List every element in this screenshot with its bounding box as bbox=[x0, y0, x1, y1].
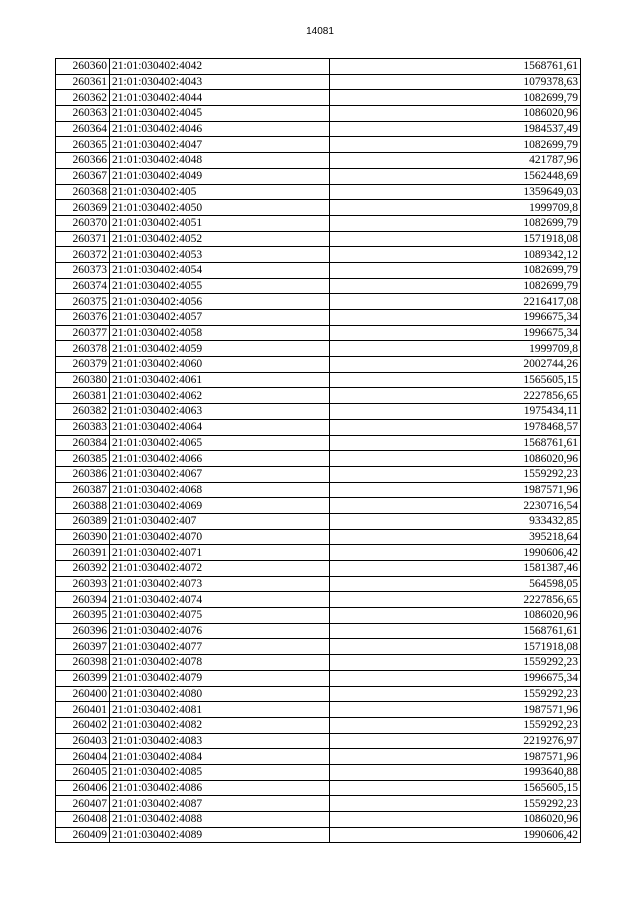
row-number-cell: 260374 bbox=[56, 278, 110, 294]
table-row bbox=[56, 717, 581, 733]
cadastral-number-cell: 21:01:030402:4084 bbox=[110, 749, 330, 765]
cadastral-value-cell: 1082699,79 bbox=[330, 278, 581, 294]
table-row bbox=[56, 231, 581, 247]
cadastral-value-cell: 1359649,03 bbox=[330, 184, 581, 200]
row-number-cell: 260403 bbox=[56, 733, 110, 749]
table-row bbox=[56, 686, 581, 702]
cadastral-number-cell: 21:01:030402:4088 bbox=[110, 812, 330, 828]
table-row bbox=[56, 310, 581, 326]
row-number-cell: 260385 bbox=[56, 451, 110, 467]
cadastral-number-cell: 21:01:030402:4059 bbox=[110, 341, 330, 357]
row-number-cell: 260363 bbox=[56, 106, 110, 122]
row-number-cell: 260360 bbox=[56, 59, 110, 75]
row-number-cell: 260387 bbox=[56, 482, 110, 498]
table-row bbox=[56, 435, 581, 451]
cadastral-number-cell: 21:01:030402:4049 bbox=[110, 168, 330, 184]
row-number-cell: 260371 bbox=[56, 231, 110, 247]
cadastral-number-cell: 21:01:030402:4068 bbox=[110, 482, 330, 498]
cadastral-number-cell: 21:01:030402:4042 bbox=[110, 59, 330, 75]
row-number-cell: 260390 bbox=[56, 529, 110, 545]
cadastral-number-cell: 21:01:030402:4065 bbox=[110, 435, 330, 451]
cadastral-number-cell: 21:01:030402:407 bbox=[110, 513, 330, 529]
table-row bbox=[56, 655, 581, 671]
cadastral-value-cell: 1086020,96 bbox=[330, 106, 581, 122]
table-row bbox=[56, 106, 581, 122]
table-row bbox=[56, 466, 581, 482]
row-number-cell: 260396 bbox=[56, 623, 110, 639]
cadastral-number-cell: 21:01:030402:4077 bbox=[110, 639, 330, 655]
cadastral-number-cell: 21:01:030402:4083 bbox=[110, 733, 330, 749]
cadastral-number-cell: 21:01:030402:4071 bbox=[110, 545, 330, 561]
table-row bbox=[56, 702, 581, 718]
page-number: 14081 bbox=[306, 26, 334, 37]
table-row bbox=[56, 121, 581, 137]
table-row bbox=[56, 608, 581, 624]
row-number-cell: 260394 bbox=[56, 592, 110, 608]
table-row bbox=[56, 325, 581, 341]
cadastral-number-cell: 21:01:030402:4051 bbox=[110, 215, 330, 231]
table-row bbox=[56, 670, 581, 686]
row-number-cell: 260365 bbox=[56, 137, 110, 153]
row-number-cell: 260376 bbox=[56, 310, 110, 326]
cadastral-number-cell: 21:01:030402:4067 bbox=[110, 466, 330, 482]
cadastral-number-cell: 21:01:030402:4062 bbox=[110, 388, 330, 404]
cadastral-value-cell: 1978468,57 bbox=[330, 419, 581, 435]
cadastral-value-cell: 1984537,49 bbox=[330, 121, 581, 137]
cadastral-number-cell: 21:01:030402:4069 bbox=[110, 498, 330, 514]
cadastral-number-cell: 21:01:030402:4057 bbox=[110, 310, 330, 326]
row-number-cell: 260383 bbox=[56, 419, 110, 435]
table-row bbox=[56, 513, 581, 529]
cadastral-number-cell: 21:01:030402:4048 bbox=[110, 153, 330, 169]
table-row bbox=[56, 200, 581, 216]
cadastral-number-cell: 21:01:030402:405 bbox=[110, 184, 330, 200]
table-row bbox=[56, 74, 581, 90]
row-number-cell: 260404 bbox=[56, 749, 110, 765]
table-row bbox=[56, 764, 581, 780]
cadastral-value-cell: 1562448,69 bbox=[330, 168, 581, 184]
cadastral-value-cell: 1568761,61 bbox=[330, 59, 581, 75]
table-row bbox=[56, 749, 581, 765]
cadastral-value-cell: 1996675,34 bbox=[330, 670, 581, 686]
cadastral-number-cell: 21:01:030402:4058 bbox=[110, 325, 330, 341]
cadastral-value-cell: 1559292,23 bbox=[330, 686, 581, 702]
row-number-cell: 260407 bbox=[56, 796, 110, 812]
table-row bbox=[56, 498, 581, 514]
cadastral-value-cell: 1571918,08 bbox=[330, 231, 581, 247]
cadastral-value-cell: 1559292,23 bbox=[330, 466, 581, 482]
cadastral-number-cell: 21:01:030402:4081 bbox=[110, 702, 330, 718]
row-number-cell: 260382 bbox=[56, 404, 110, 420]
table-row bbox=[56, 184, 581, 200]
cadastral-number-cell: 21:01:030402:4044 bbox=[110, 90, 330, 106]
cadastral-value-cell: 1082699,79 bbox=[330, 137, 581, 153]
row-number-cell: 260364 bbox=[56, 121, 110, 137]
table-row bbox=[56, 545, 581, 561]
cadastral-value-cell: 1089342,12 bbox=[330, 247, 581, 263]
cadastral-number-cell: 21:01:030402:4074 bbox=[110, 592, 330, 608]
cadastral-value-cell: 395218,64 bbox=[330, 529, 581, 545]
table-row bbox=[56, 561, 581, 577]
table-row bbox=[56, 451, 581, 467]
cadastral-value-cell: 1996675,34 bbox=[330, 325, 581, 341]
cadastral-number-cell: 21:01:030402:4047 bbox=[110, 137, 330, 153]
row-number-cell: 260391 bbox=[56, 545, 110, 561]
cadastral-value-cell: 2002744,26 bbox=[330, 357, 581, 373]
row-number-cell: 260375 bbox=[56, 294, 110, 310]
registry-table bbox=[55, 58, 581, 843]
cadastral-value-cell: 2230716,54 bbox=[330, 498, 581, 514]
cadastral-value-cell: 1999709,8 bbox=[330, 341, 581, 357]
cadastral-number-cell: 21:01:030402:4079 bbox=[110, 670, 330, 686]
row-number-cell: 260402 bbox=[56, 717, 110, 733]
cadastral-number-cell: 21:01:030402:4085 bbox=[110, 764, 330, 780]
cadastral-value-cell: 1581387,46 bbox=[330, 561, 581, 577]
cadastral-value-cell: 1079378,63 bbox=[330, 74, 581, 90]
cadastral-value-cell: 933432,85 bbox=[330, 513, 581, 529]
cadastral-number-cell: 21:01:030402:4073 bbox=[110, 576, 330, 592]
cadastral-number-cell: 21:01:030402:4043 bbox=[110, 74, 330, 90]
row-number-cell: 260384 bbox=[56, 435, 110, 451]
table-row bbox=[56, 639, 581, 655]
row-number-cell: 260389 bbox=[56, 513, 110, 529]
row-number-cell: 260399 bbox=[56, 670, 110, 686]
cadastral-value-cell: 1987571,96 bbox=[330, 749, 581, 765]
table-row bbox=[56, 388, 581, 404]
cadastral-value-cell: 1987571,96 bbox=[330, 702, 581, 718]
table-row bbox=[56, 278, 581, 294]
row-number-cell: 260400 bbox=[56, 686, 110, 702]
row-number-cell: 260368 bbox=[56, 184, 110, 200]
table-row bbox=[56, 827, 581, 843]
table-row bbox=[56, 294, 581, 310]
cadastral-value-cell: 1086020,96 bbox=[330, 812, 581, 828]
table-row bbox=[56, 623, 581, 639]
table-row bbox=[56, 90, 581, 106]
row-number-cell: 260398 bbox=[56, 655, 110, 671]
cadastral-number-cell: 21:01:030402:4052 bbox=[110, 231, 330, 247]
cadastral-number-cell: 21:01:030402:4078 bbox=[110, 655, 330, 671]
cadastral-number-cell: 21:01:030402:4063 bbox=[110, 404, 330, 420]
row-number-cell: 260386 bbox=[56, 466, 110, 482]
cadastral-value-cell: 1999709,8 bbox=[330, 200, 581, 216]
row-number-cell: 260405 bbox=[56, 764, 110, 780]
cadastral-value-cell: 1996675,34 bbox=[330, 310, 581, 326]
row-number-cell: 260373 bbox=[56, 262, 110, 278]
cadastral-number-cell: 21:01:030402:4075 bbox=[110, 608, 330, 624]
cadastral-value-cell: 2219276,97 bbox=[330, 733, 581, 749]
table-row bbox=[56, 215, 581, 231]
cadastral-value-cell: 2227856,65 bbox=[330, 592, 581, 608]
cadastral-value-cell: 1565605,15 bbox=[330, 780, 581, 796]
cadastral-number-cell: 21:01:030402:4076 bbox=[110, 623, 330, 639]
row-number-cell: 260388 bbox=[56, 498, 110, 514]
row-number-cell: 260366 bbox=[56, 153, 110, 169]
table-row bbox=[56, 592, 581, 608]
table-row bbox=[56, 404, 581, 420]
cadastral-number-cell: 21:01:030402:4072 bbox=[110, 561, 330, 577]
row-number-cell: 260395 bbox=[56, 608, 110, 624]
table-body bbox=[56, 59, 581, 843]
cadastral-value-cell: 1086020,96 bbox=[330, 608, 581, 624]
cadastral-value-cell: 1571918,08 bbox=[330, 639, 581, 655]
row-number-cell: 260377 bbox=[56, 325, 110, 341]
row-number-cell: 260367 bbox=[56, 168, 110, 184]
table-row bbox=[56, 262, 581, 278]
cadastral-number-cell: 21:01:030402:4045 bbox=[110, 106, 330, 122]
row-number-cell: 260370 bbox=[56, 215, 110, 231]
cadastral-value-cell: 1975434,11 bbox=[330, 404, 581, 420]
table-row bbox=[56, 529, 581, 545]
cadastral-number-cell: 21:01:030402:4056 bbox=[110, 294, 330, 310]
cadastral-number-cell: 21:01:030402:4061 bbox=[110, 372, 330, 388]
row-number-cell: 260379 bbox=[56, 357, 110, 373]
row-number-cell: 260408 bbox=[56, 812, 110, 828]
row-number-cell: 260401 bbox=[56, 702, 110, 718]
row-number-cell: 260372 bbox=[56, 247, 110, 263]
cadastral-value-cell: 1559292,23 bbox=[330, 655, 581, 671]
cadastral-number-cell: 21:01:030402:4054 bbox=[110, 262, 330, 278]
table-row bbox=[56, 341, 581, 357]
row-number-cell: 260378 bbox=[56, 341, 110, 357]
cadastral-number-cell: 21:01:030402:4050 bbox=[110, 200, 330, 216]
cadastral-number-cell: 21:01:030402:4053 bbox=[110, 247, 330, 263]
cadastral-value-cell: 1568761,61 bbox=[330, 623, 581, 639]
table-row bbox=[56, 357, 581, 373]
row-number-cell: 260380 bbox=[56, 372, 110, 388]
cadastral-value-cell: 1990606,42 bbox=[330, 545, 581, 561]
row-number-cell: 260381 bbox=[56, 388, 110, 404]
cadastral-number-cell: 21:01:030402:4066 bbox=[110, 451, 330, 467]
cadastral-number-cell: 21:01:030402:4086 bbox=[110, 780, 330, 796]
table-row bbox=[56, 812, 581, 828]
row-number-cell: 260397 bbox=[56, 639, 110, 655]
cadastral-value-cell: 2227856,65 bbox=[330, 388, 581, 404]
cadastral-number-cell: 21:01:030402:4060 bbox=[110, 357, 330, 373]
cadastral-value-cell: 1568761,61 bbox=[330, 435, 581, 451]
cadastral-value-cell: 1565605,15 bbox=[330, 372, 581, 388]
cadastral-number-cell: 21:01:030402:4080 bbox=[110, 686, 330, 702]
table-row bbox=[56, 419, 581, 435]
row-number-cell: 260392 bbox=[56, 561, 110, 577]
table-row bbox=[56, 153, 581, 169]
table-row bbox=[56, 482, 581, 498]
cadastral-value-cell: 1559292,23 bbox=[330, 717, 581, 733]
cadastral-value-cell: 1082699,79 bbox=[330, 90, 581, 106]
row-number-cell: 260406 bbox=[56, 780, 110, 796]
cadastral-value-cell: 1082699,79 bbox=[330, 215, 581, 231]
cadastral-number-cell: 21:01:030402:4055 bbox=[110, 278, 330, 294]
cadastral-value-cell: 564598,05 bbox=[330, 576, 581, 592]
row-number-cell: 260361 bbox=[56, 74, 110, 90]
cadastral-number-cell: 21:01:030402:4064 bbox=[110, 419, 330, 435]
cadastral-value-cell: 1993640,88 bbox=[330, 764, 581, 780]
row-number-cell: 260369 bbox=[56, 200, 110, 216]
cadastral-value-cell: 2216417,08 bbox=[330, 294, 581, 310]
cadastral-value-cell: 1990606,42 bbox=[330, 827, 581, 843]
table-row bbox=[56, 576, 581, 592]
row-number-cell: 260393 bbox=[56, 576, 110, 592]
cadastral-number-cell: 21:01:030402:4082 bbox=[110, 717, 330, 733]
table-row bbox=[56, 796, 581, 812]
table-row bbox=[56, 247, 581, 263]
table-row bbox=[56, 780, 581, 796]
cadastral-number-cell: 21:01:030402:4046 bbox=[110, 121, 330, 137]
cadastral-value-cell: 1082699,79 bbox=[330, 262, 581, 278]
table-row bbox=[56, 59, 581, 75]
table-row bbox=[56, 168, 581, 184]
cadastral-number-cell: 21:01:030402:4087 bbox=[110, 796, 330, 812]
row-number-cell: 260409 bbox=[56, 827, 110, 843]
cadastral-value-cell: 421787,96 bbox=[330, 153, 581, 169]
table-row bbox=[56, 137, 581, 153]
cadastral-value-cell: 1987571,96 bbox=[330, 482, 581, 498]
cadastral-value-cell: 1559292,23 bbox=[330, 796, 581, 812]
table-row bbox=[56, 733, 581, 749]
cadastral-number-cell: 21:01:030402:4070 bbox=[110, 529, 330, 545]
cadastral-value-cell: 1086020,96 bbox=[330, 451, 581, 467]
cadastral-number-cell: 21:01:030402:4089 bbox=[110, 827, 330, 843]
row-number-cell: 260362 bbox=[56, 90, 110, 106]
table-row bbox=[56, 372, 581, 388]
